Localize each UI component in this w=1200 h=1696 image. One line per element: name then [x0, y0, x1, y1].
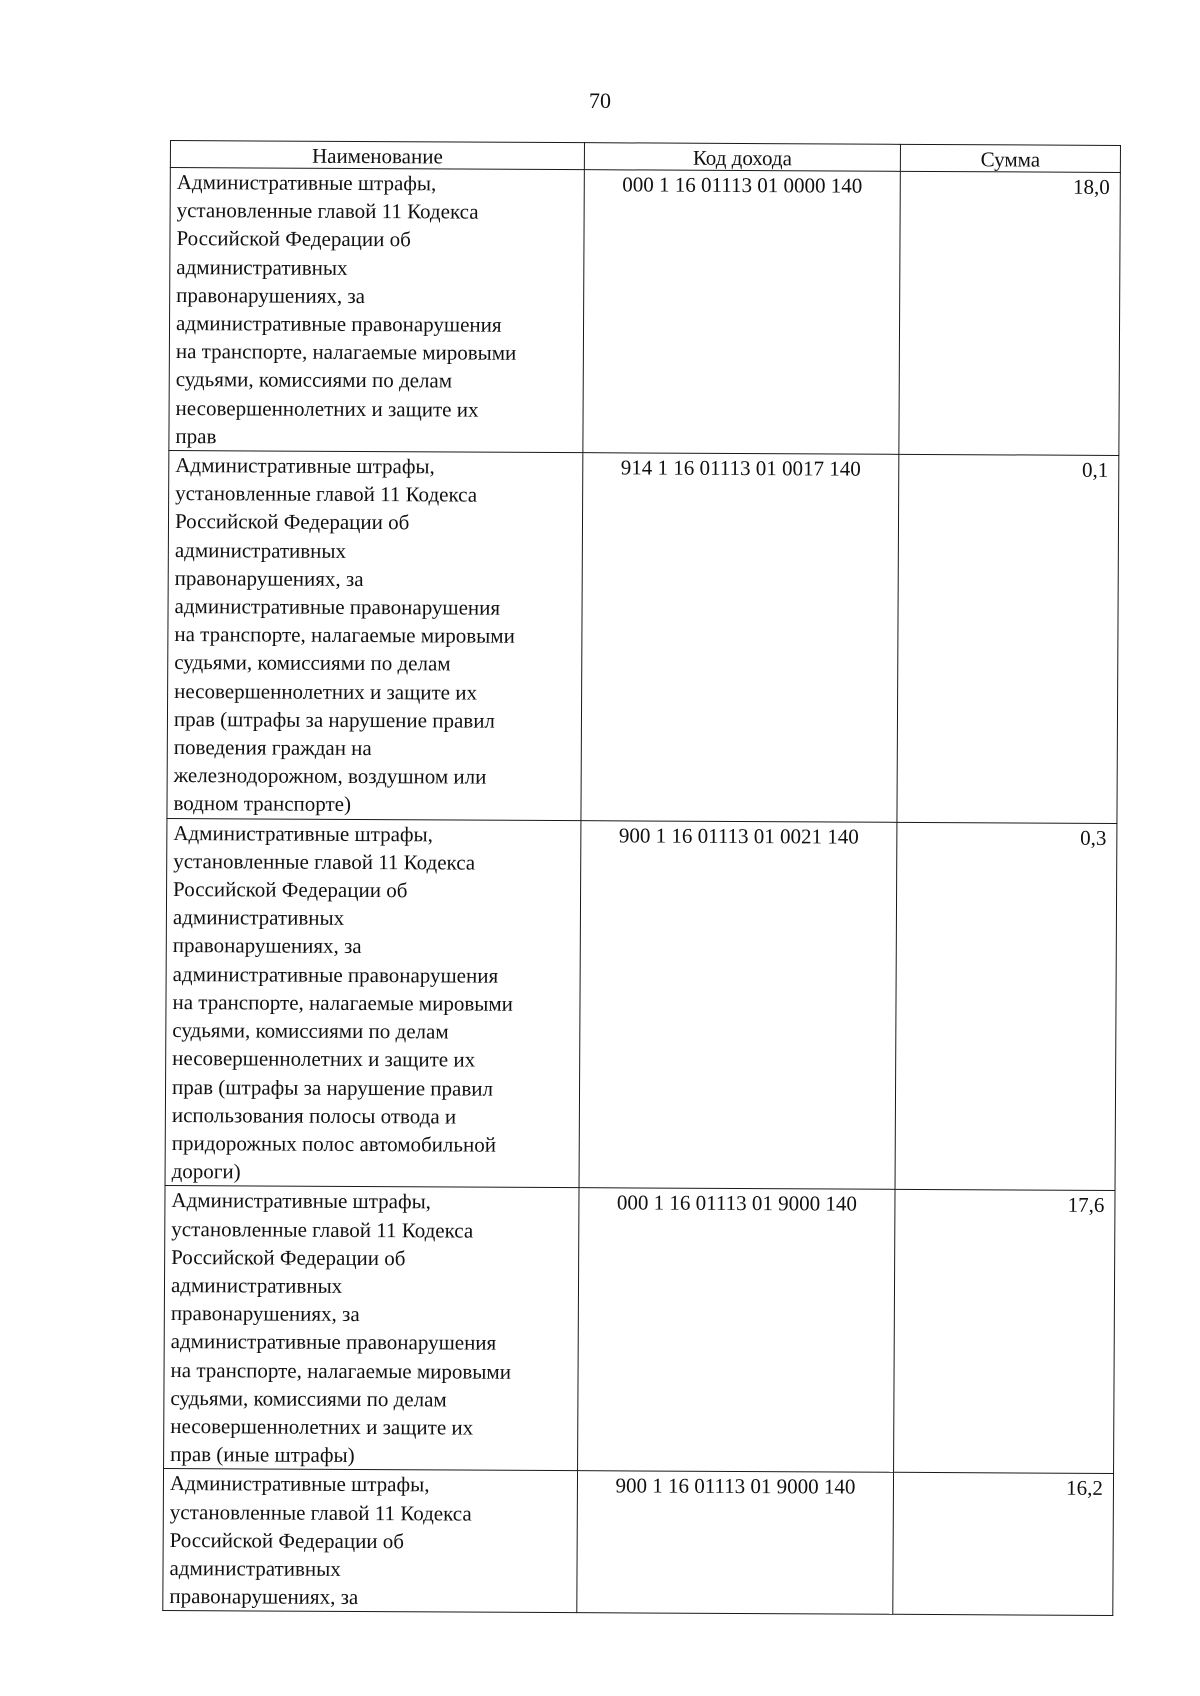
row-name-line: поведения граждан на	[173, 735, 372, 761]
row-sum-cell: 17,6	[894, 1190, 1115, 1474]
row-name-line: административные правонарушения	[172, 961, 499, 988]
row-name-line: несовершеннолетних и защите их	[174, 678, 478, 705]
row-name-line: Административные штрафы,	[173, 820, 433, 847]
row-name-line: придорожных полос автомобильной	[171, 1130, 497, 1157]
row-name-line: несовершеннолетних и защите их	[175, 395, 479, 422]
row-name-line: правонарушениях, за	[170, 1301, 360, 1327]
row-name-line: прав	[175, 423, 217, 449]
row-code-cell: 000 1 16 01113 01 9000 140	[578, 1188, 895, 1473]
table-body	[163, 168, 1121, 1616]
row-name-line: судьями, комиссиями по делам	[172, 1018, 449, 1044]
row-name-line: Российской Федерации об	[169, 1527, 405, 1553]
header-name: Наименование	[170, 141, 584, 170]
table-row	[164, 1186, 1115, 1474]
row-name-line: Российской Федерации об	[174, 509, 410, 535]
row-name-line: прав (штрафы за нарушение правил	[171, 1074, 494, 1101]
row-code-cell: 900 1 16 01113 01 9000 140	[577, 1471, 894, 1615]
row-name-line: на транспорте, налагаемые мировыми	[172, 989, 513, 1016]
row-name-cell	[169, 168, 584, 453]
row-name-line: административных	[176, 254, 348, 280]
header-code: Код дохода	[584, 143, 900, 172]
table-header-row	[170, 141, 1120, 173]
row-name-line: прав (штрафы за нарушение правил	[173, 706, 496, 733]
row-name-line: Российской Федерации об	[173, 877, 408, 903]
row-name-line: судьями, комиссиями по делам	[175, 367, 453, 393]
row-name-line: административных	[174, 537, 347, 563]
row-name-line: несовершеннолетних и защите их	[172, 1046, 476, 1072]
row-name-line: на транспорте, налагаемые мировыми	[170, 1357, 512, 1384]
row-name-line: железнодорожном, воздушном или	[173, 763, 487, 789]
row-name-cell	[165, 818, 581, 1188]
table-row	[167, 451, 1119, 824]
row-name-line: правонарушениях, за	[169, 1584, 359, 1610]
row-name-line: установленные главой 11 Кодекса	[169, 1499, 472, 1526]
row-name-line: административные правонарушения	[170, 1329, 497, 1356]
row-code-cell: 900 1 16 01113 01 0021 140	[579, 820, 897, 1189]
row-sum-cell: 0,1	[897, 454, 1119, 823]
row-name-line: правонарушениях, за	[176, 282, 366, 308]
row-name-line: на транспорте, налагаемые мировыми	[175, 339, 517, 366]
row-name-line: административные правонарушения	[174, 594, 501, 620]
row-name-line: Российской Федерации об	[171, 1244, 406, 1270]
row-name-line: установленные главой 11 Кодекса	[175, 481, 478, 507]
row-name-line: правонарушениях, за	[174, 565, 364, 591]
row-name-line: установленные главой 11 Кодекса	[176, 198, 479, 224]
row-name-line: административных	[172, 905, 345, 931]
row-name-line: Административные штрафы,	[169, 1471, 430, 1497]
row-sum-cell: 16,2	[893, 1473, 1114, 1616]
header-sum: Сумма	[900, 144, 1120, 172]
row-name-cell	[167, 451, 583, 821]
row-name-line: Административные штрафы,	[175, 453, 435, 479]
row-name-line: судьями, комиссиями по делам	[170, 1385, 447, 1412]
row-name-line: водном транспорте)	[173, 791, 352, 817]
row-name-line: использования полосы отвода и	[171, 1102, 457, 1129]
row-name-line: Административные штрафы,	[171, 1188, 432, 1214]
page-number: 70	[589, 88, 611, 113]
row-name-line: административных	[169, 1555, 341, 1581]
row-sum-cell: 0,3	[895, 822, 1117, 1191]
row-name-line: административных	[170, 1272, 343, 1298]
row-name-line: административные правонарушения	[175, 311, 502, 337]
row-name-line: прав (иные штрафы)	[170, 1442, 355, 1468]
row-name-cell	[163, 1469, 578, 1613]
row-name-line: установленные главой 11 Кодекса	[173, 848, 476, 875]
revenue-table	[162, 140, 1121, 1616]
table-row	[165, 818, 1117, 1191]
row-name-line: на транспорте, налагаемые мировыми	[174, 622, 515, 649]
row-sum-cell: 18,0	[899, 171, 1120, 455]
table-row	[169, 168, 1120, 456]
row-name-line: несовершеннолетних и защите их	[170, 1413, 474, 1440]
table-row	[163, 1469, 1114, 1616]
row-name-line: Административные штрафы,	[176, 170, 437, 196]
row-name-line: правонарушениях, за	[172, 933, 362, 959]
row-name-line: дороги)	[171, 1159, 241, 1184]
row-name-line: Российской Федерации об	[176, 226, 411, 252]
row-code-cell: 000 1 16 01113 01 0000 140	[583, 170, 900, 455]
row-name-line: установленные главой 11 Кодекса	[171, 1216, 474, 1243]
row-code-cell: 914 1 16 01113 01 0017 140	[581, 453, 899, 822]
row-name-cell	[164, 1186, 579, 1471]
row-name-line: судьями, комиссиями по делам	[174, 650, 451, 676]
